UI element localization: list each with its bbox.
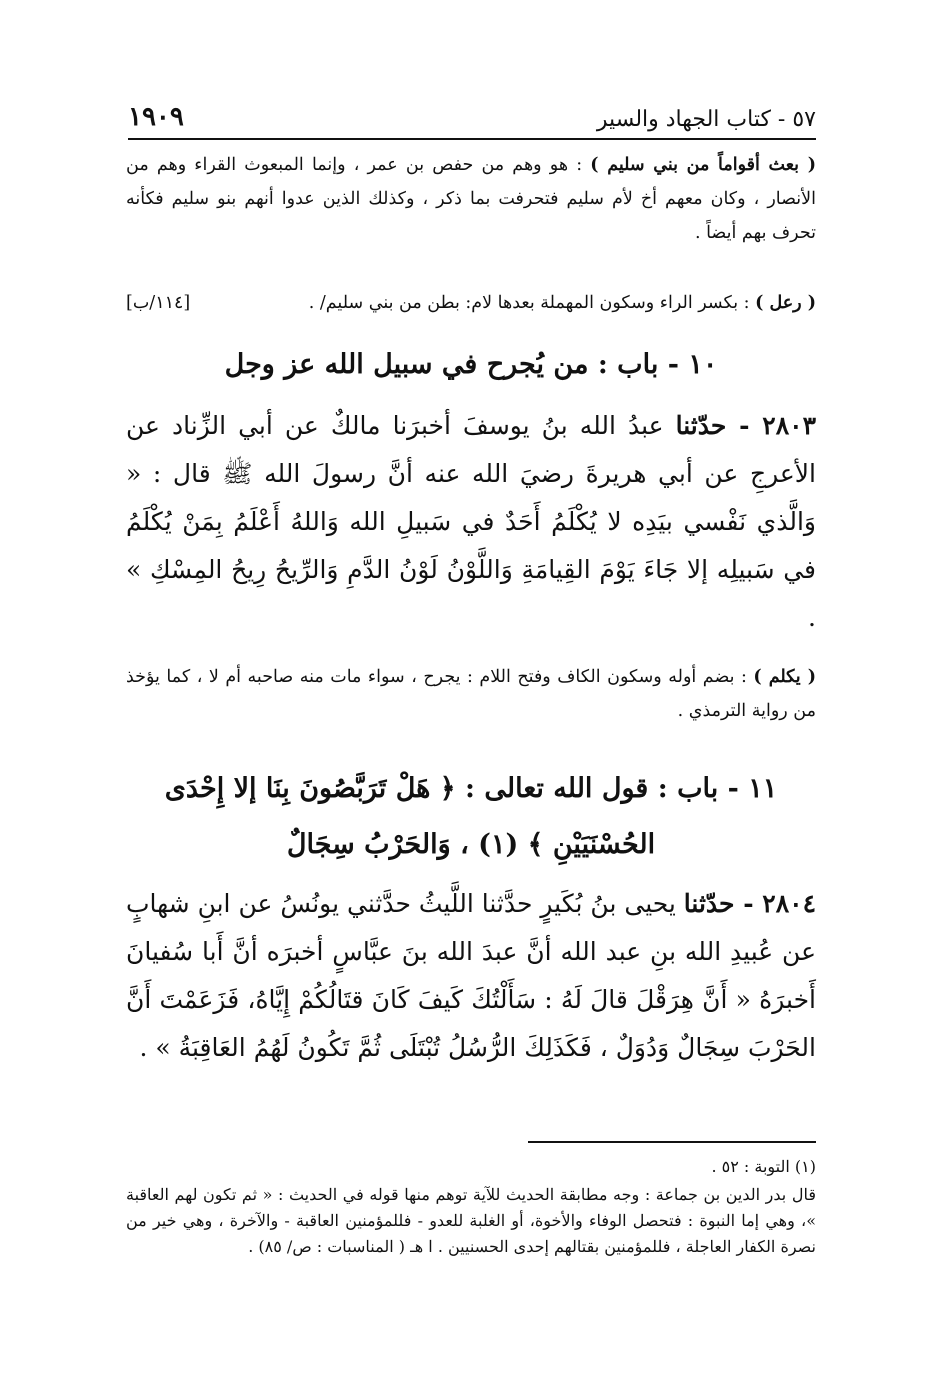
commentary-term: ( بعث أقواماً من بني سليم ) — [590, 155, 816, 175]
hadith-text: عبدُ الله بنُ يوسفَ أخبرَنا مالكٌ عن أبي الزِّناد عن الأعرجِ عن أبي هريرةَ رضيَ الله عنه أنَّ رسولَ الله ﷺ قال : « وَالَّذي نَفْسي بيَدِه لا يُكْلَمُ أَحَدٌ في سَبيلِ الله وَاللهُ أَعْلَمُ بِمَنْ يُكْلَمُ في سَبيلِه إلا جَاءَ يَوْمَ القِيامَةِ وَاللَّوْنُ لَوْنُ الدَّمِ وَالرِّيحُ رِيحُ المِسْكِ » . — [126, 411, 816, 632]
footnote-rule — [528, 1141, 816, 1143]
manuscript-reference: [١١٤/ب] — [126, 293, 191, 313]
page-header — [128, 92, 816, 132]
commentary-paragraph — [126, 148, 816, 250]
commentary-text: : بكسر الراء وسكون المهملة بعدها لام: بطن من بني سليم/ . — [308, 293, 756, 313]
chapter-heading-line1: ١١ - باب : قول الله تعالى : ﴿ هَلْ تَرَبَّصُونَ بِنَا إلا إِحْدَى — [164, 773, 778, 804]
hadith-paragraph — [126, 880, 816, 1072]
commentary-text: : هو وهم من حفص بن عمر ، وإنما المبعوث القراء وهم من الأنصار ، وكان معهم أخ لأم سليم فتحرفت بما ذكر ، وكذلك الذين عدوا أنهم بنو سليم فكأنه تحرف بهم أيضاً . — [126, 155, 816, 243]
commentary-term: ( يكلم ) — [753, 667, 816, 687]
hadith-number: ٢٨٠٤ - حدّثنا — [683, 889, 816, 918]
footnote-2: قال بدر الدين بن جماعة : وجه مطابقة الحديث للآية توهم منها قوله في الحديث : « ثم تكون لهم العاقبة »، وهي إما النبوة : فتحصل الوفاء والأخوة، أو الغلبة للعدو - فللمؤمنين العاقبة - والآخرة ، وهي خير من نصرة الكفار العاجلة ، فللمؤمنين بقتالهم إحدى الحسنيين . ا هـ ( المناسبات : ص/ ٨٥) . — [126, 1185, 817, 1256]
page-number: ١٩٠٩ — [128, 102, 184, 132]
footnote-1: (١) التوبة : ٥٢ . — [711, 1157, 816, 1176]
chapter-heading-line2: الحُسْنَيَيْنِ ﴾ (١) ، وَالحَرْبُ سِجَالٌ — [286, 829, 656, 860]
hadith-paragraph — [126, 402, 816, 642]
header-rule — [128, 138, 816, 140]
hadith-text: يحيى بنُ بُكَيرٍ حدَّثنا اللَّيثُ حدَّثني يونُسُ عن ابنِ شهابٍ عن عُبيدِ الله بنِ عبد الله أنَّ عبدَ الله بنَ عبَّاسٍ أخبرَه أنَّ أَبا سُفيانَ أَخبرَهُ « أَنَّ هِرَقْلَ قالَ لَهُ : سَأَلْتُكَ كَيفَ كَانَ قتَالُكُمْ إِيَّاهُ، فَزَعَمْتَ أَنَّ الحَرْبَ سِجَالٌ وَدُوَلٌ ، فَكَذَلِكَ الرُّسُلُ تُبْتَلَى ثُمَّ تَكُونُ لَهُمُ العَاقِبَةُ » . — [126, 889, 816, 1062]
commentary-paragraph — [126, 660, 816, 728]
running-title: ٥٧ - كتاب الجهاد والسير — [596, 107, 816, 132]
commentary-term: ( رعل ) — [755, 293, 816, 313]
chapter-heading: ١٠ - باب : من يُجرح في سبيل الله عز وجل — [224, 349, 718, 380]
commentary-text: : بضم أوله وسكون الكاف وفتح اللام : يجرح ، سواء مات منه صاحبه أم لا ، كما يؤخذ من رواية الترمذي . — [126, 667, 816, 721]
hadith-number: ٢٨٠٣ - حدّثنا — [675, 411, 816, 440]
commentary-paragraph — [126, 286, 816, 320]
